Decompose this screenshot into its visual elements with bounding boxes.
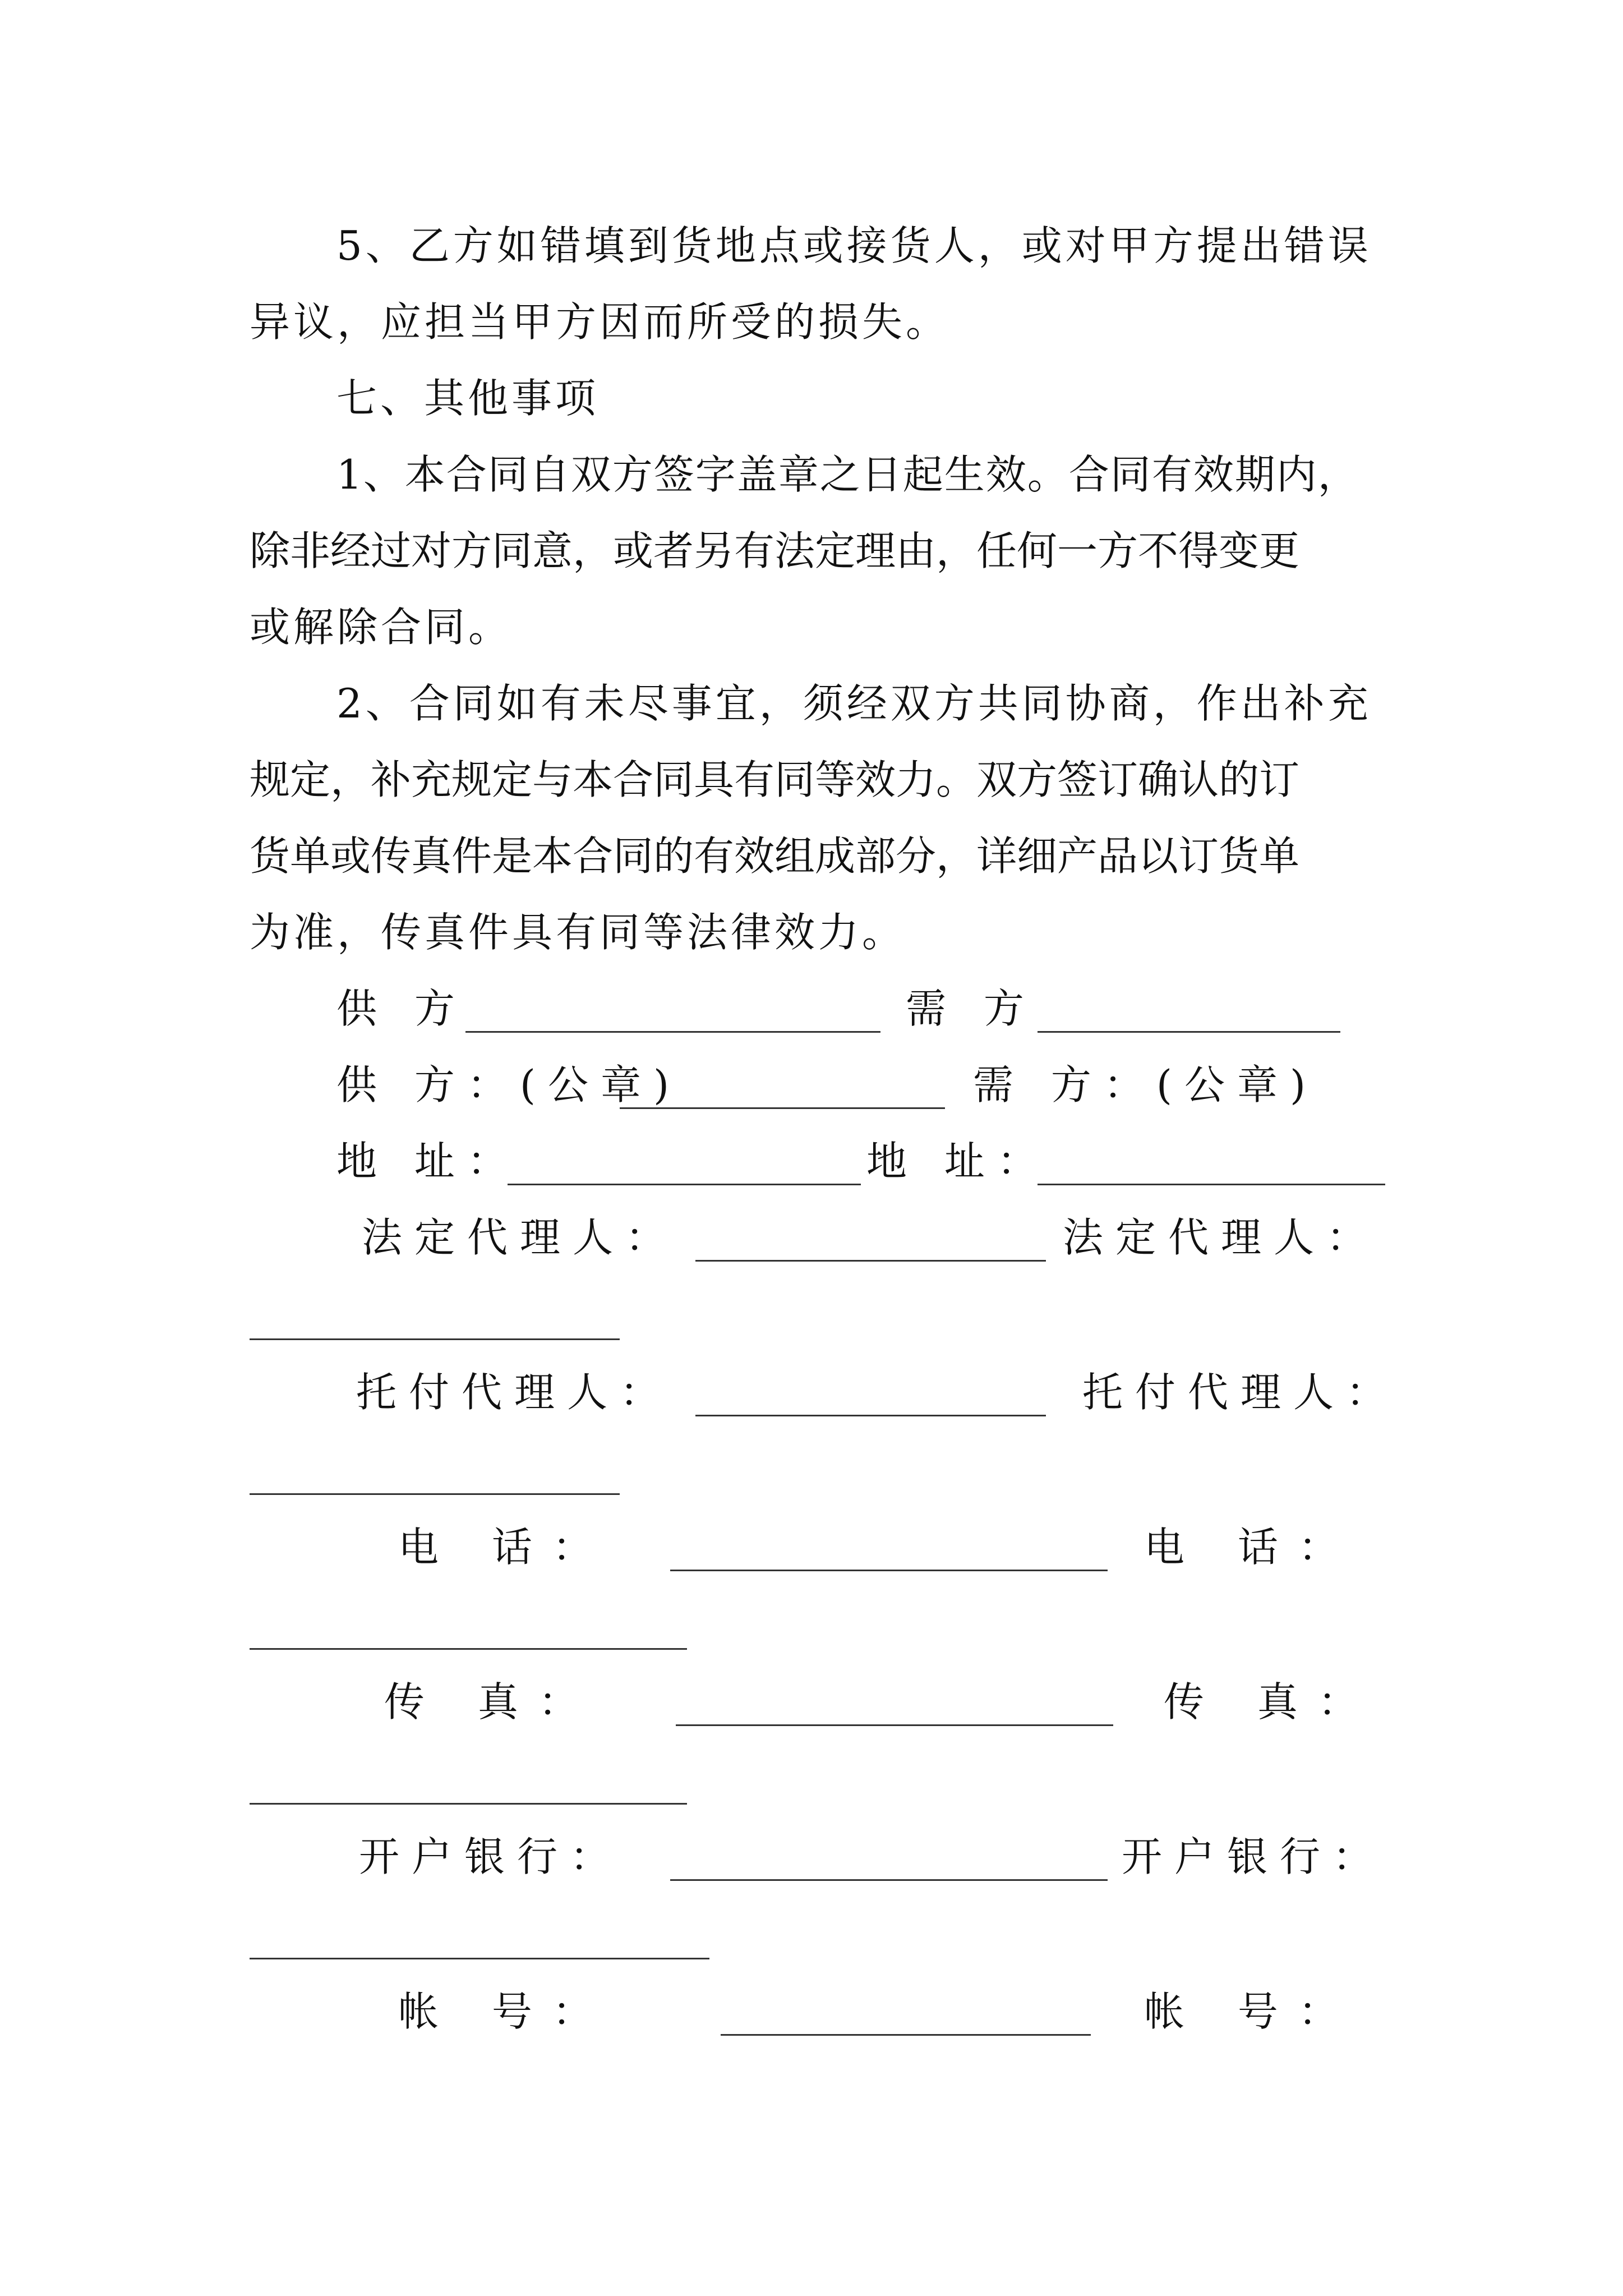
clause-7-2-line-4: 为准，传真件具有同等法律效力。 bbox=[250, 909, 906, 956]
supplier-phone-blank bbox=[670, 1570, 1108, 1571]
supplier-label: 供 方 bbox=[336, 985, 467, 1032]
clause-7-1-line-3: 或解除合同。 bbox=[250, 604, 513, 651]
supplier-account-blank bbox=[721, 2034, 1091, 2036]
buyer-address-blank bbox=[1038, 1184, 1385, 1185]
supplier-address-blank bbox=[508, 1184, 861, 1185]
buyer-account-label: 帐 号： bbox=[1144, 1988, 1359, 2035]
supplier-fax-label: 传 真： bbox=[384, 1678, 599, 1726]
buyer-phone-label: 电 话： bbox=[1144, 1524, 1359, 1571]
buyer-bank-label: 开户银行： bbox=[1122, 1833, 1386, 1880]
buyer-agent-blank bbox=[250, 1493, 620, 1495]
supplier-agent-label: 托付代理人： bbox=[356, 1369, 673, 1416]
buyer-label: 需 方 bbox=[906, 985, 1036, 1032]
supplier-bank-blank bbox=[670, 1879, 1108, 1881]
supplier-legal-rep-label: 法定代理人： bbox=[362, 1214, 679, 1261]
supplier-fax-blank bbox=[676, 1724, 1113, 1726]
supplier-legal-rep-blank bbox=[695, 1260, 1046, 1262]
clause-6-5-line-2: 异议，应担当甲方因而所受的损失。 bbox=[250, 298, 950, 346]
buyer-name-blank bbox=[1038, 1031, 1340, 1033]
clause-7-1-line-1: 1、本合同自双方签字盖章之日起生效。合同有效期内， bbox=[336, 451, 1359, 498]
buyer-legal-rep-label: 法定代理人： bbox=[1063, 1214, 1380, 1261]
supplier-name-blank bbox=[465, 1031, 880, 1033]
buyer-fax-label: 传 真： bbox=[1164, 1678, 1378, 1726]
supplier-seal-label: 供 方：(公章) bbox=[336, 1061, 682, 1108]
supplier-account-label: 帐 号： bbox=[398, 1988, 613, 2035]
buyer-address-label: 地 址： bbox=[866, 1138, 1050, 1185]
clause-7-1-line-2: 除非经过对方同意，或者另有法定理由，任何一方不得变更 bbox=[250, 527, 1300, 574]
section-7-heading: 七、其他事项 bbox=[336, 375, 600, 422]
buyer-fax-blank bbox=[250, 1803, 687, 1805]
buyer-agent-label: 托付代理人： bbox=[1082, 1369, 1399, 1416]
clause-7-2-line-3: 货单或传真件是本合同的有效组成部分，详细产品以订货单 bbox=[250, 832, 1300, 880]
supplier-agent-blank bbox=[695, 1415, 1046, 1416]
clause-7-2-line-2: 规定，补充规定与本合同具有同等效力。双方签订确认的订 bbox=[250, 756, 1300, 803]
supplier-bank-label: 开户银行： bbox=[359, 1833, 623, 1880]
buyer-bank-blank bbox=[250, 1958, 709, 1959]
buyer-legal-rep-blank bbox=[250, 1338, 620, 1340]
supplier-seal-blank bbox=[620, 1107, 945, 1109]
supplier-phone-label: 电 话： bbox=[398, 1524, 613, 1571]
supplier-address-label: 地 址： bbox=[336, 1138, 520, 1185]
clause-7-2-line-1: 2、合同如有未尽事宜，须经双方共同协商，作出补充 bbox=[336, 680, 1372, 727]
buyer-seal-label: 需 方：(公章) bbox=[973, 1061, 1318, 1108]
buyer-phone-blank bbox=[250, 1648, 687, 1650]
clause-6-5-line-1: 5、乙方如错填到货地点或接货人，或对甲方提出错误 bbox=[336, 222, 1372, 269]
